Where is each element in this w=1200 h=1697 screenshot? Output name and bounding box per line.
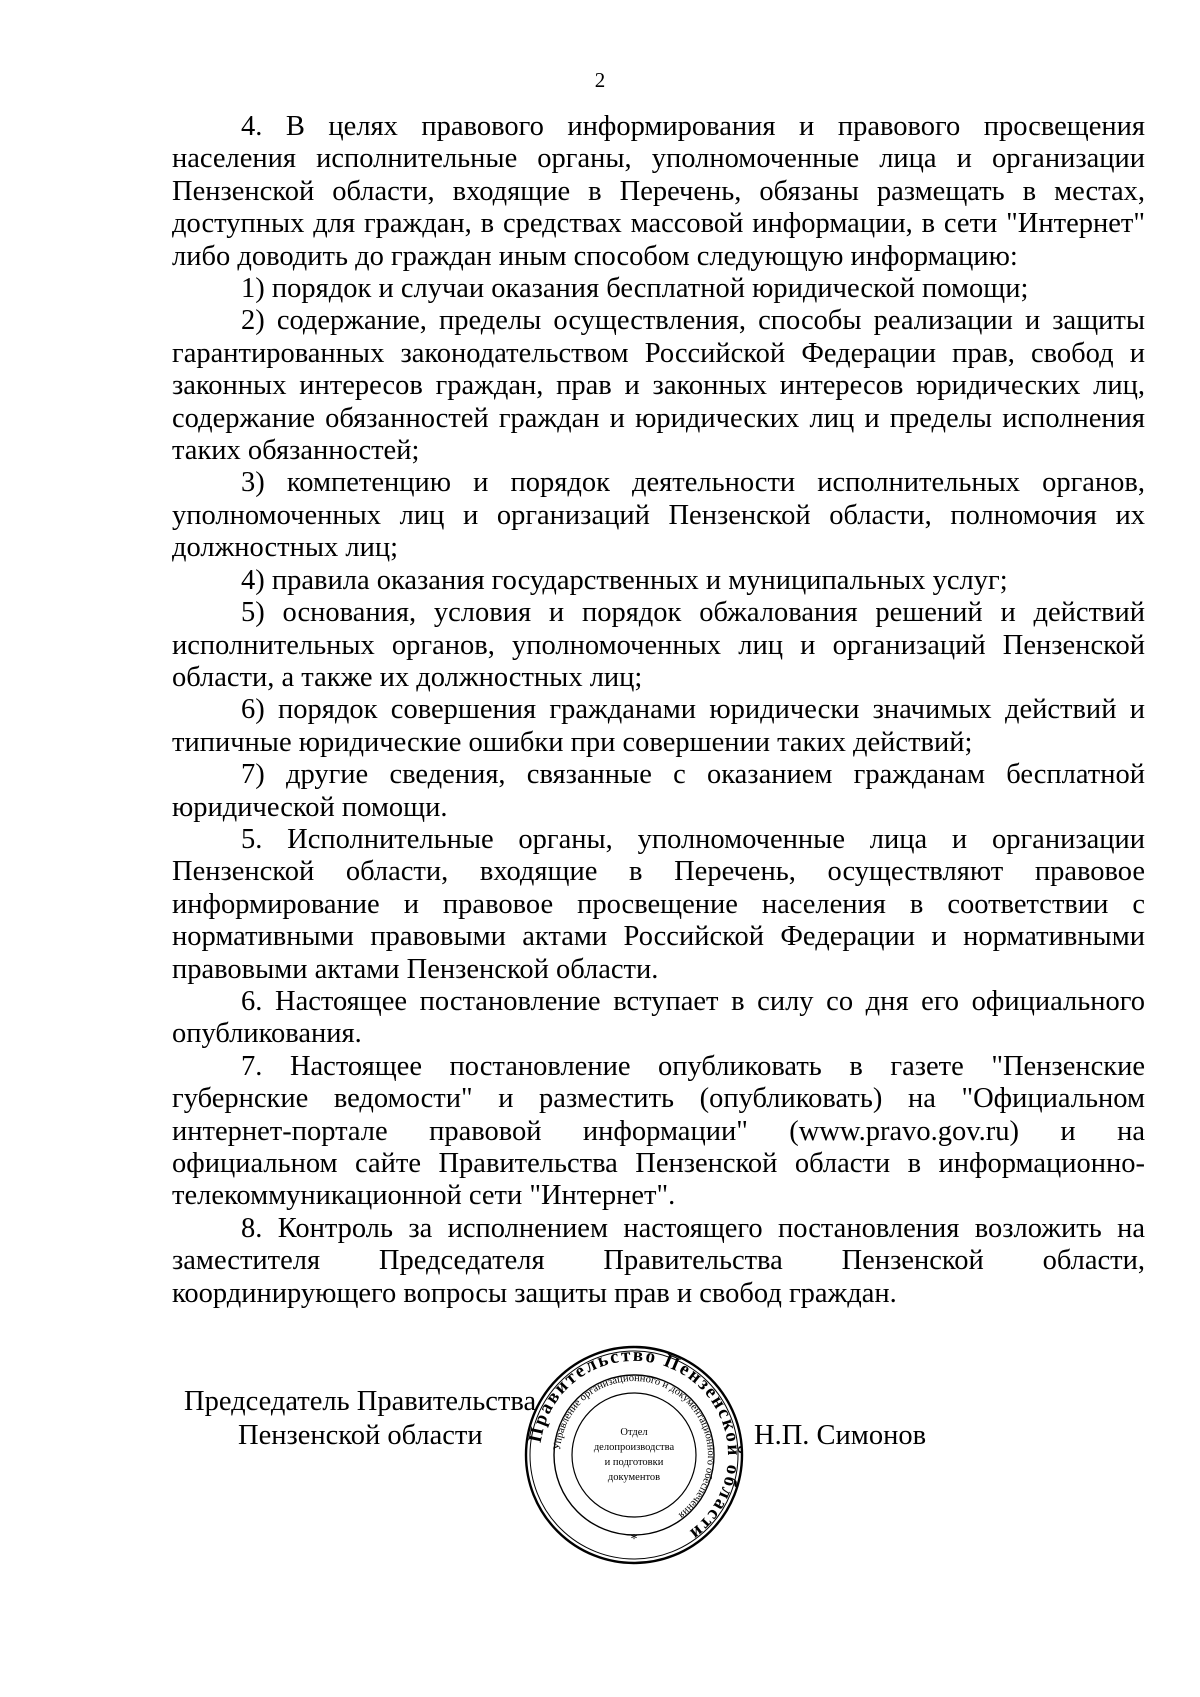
svg-text:и подготовки: и подготовки [604,1457,664,1468]
seal-graphic [522,1343,746,1567]
list-item-2: 2) содержание, пределы осуществления, способы реализации и защиты гарантированных законодательством Российской Федерации прав, свобод и законных интересов граждан, прав и законных интересов юридических лиц, содержание обязанностей граждан и юридических лиц и пределы исполнения таких обязанностей; [172,305,1145,467]
seal-center-text [594,1427,675,1483]
signatory-title: Председатель Правительства [184,1386,537,1417]
list-item-3: 3) компетенцию и порядок деятельности исполнительных органов, уполномоченных лиц и организаций Пензенской области, полномочия их должностных лиц; [172,467,1145,564]
signatory-name: Н.П. Симонов [754,1420,927,1451]
document-body [172,111,1145,1310]
list-item-1: 1) порядок и случаи оказания бесплатной юридической помощи; [241,273,1029,305]
paragraph-5: 5. Исполнительные органы, уполномоченные лица и организации Пензенской области, входящие в Перечень, осуществляют правовое информирование и правовое просвещение населения в соответствии с нормативными правовыми актами Российской Федерации и нормативными правовыми актами Пензенской области. [172,823,1145,985]
svg-text:делопроизводства: делопроизводства [593,1442,675,1453]
seal-inner-text: Управление организационного и документационного обеспечения [552,1372,717,1521]
seal-outer-text: Правительство Пензенской области [524,1344,745,1546]
list-item-5: 5) основания, условия и порядок обжалования решений и действий исполнительных органов, уполномоченных лиц и организаций Пензенской области, а также их должностных лиц; [172,597,1145,693]
paragraph-8: 8. Контроль за исполнением настоящего постановления возложить на заместителя Председателя Правительства Пензенской области, координирующего вопросы защиты прав и свобод граждан. [172,1212,1145,1309]
signatory-region: Пензенской области [238,1420,483,1451]
star-icon: * [630,1532,638,1547]
list-item-4: 4) правила оказания государственных и муниципальных услуг; [241,564,1008,596]
paragraph-6: 6. Настоящее постановление вступает в силу со дня его официального опубликования. [172,985,1145,1050]
paragraph-7: 7. Настоящее постановление опубликовать в газете "Пензенские губернские ведомости" и разместить (опубликовать) на "Официальном интернет-портале правовой информации" (www.pravo.gov.ru) и на официальном сайте Правительства Пензенской области в информационно-телекоммуникационной сети "Интернет". [172,1050,1145,1212]
svg-text:документов: документов [607,1472,661,1483]
list-item-7: 7) другие сведения, связанные с оказанием гражданам бесплатной юридической помощи. [172,759,1145,823]
page-number: 2 [594,68,606,92]
svg-text:Отдел: Отдел [620,1427,648,1438]
official-seal [522,1343,746,1567]
paragraph-4: 4. В целях правового информирования и правового просвещения населения исполнительные органы, уполномоченные лица и организации Пензенской области, входящие в Перечень, обязаны размещать в местах, доступных для граждан, в средствах массовой информации, в сети "Интернет" либо доводить до граждан иным способом следующую информацию: [172,111,1145,272]
list-item-6: 6) порядок совершения гражданами юридически значимых действий и типичные юридические ошибки при совершении таких действий; [172,694,1145,758]
